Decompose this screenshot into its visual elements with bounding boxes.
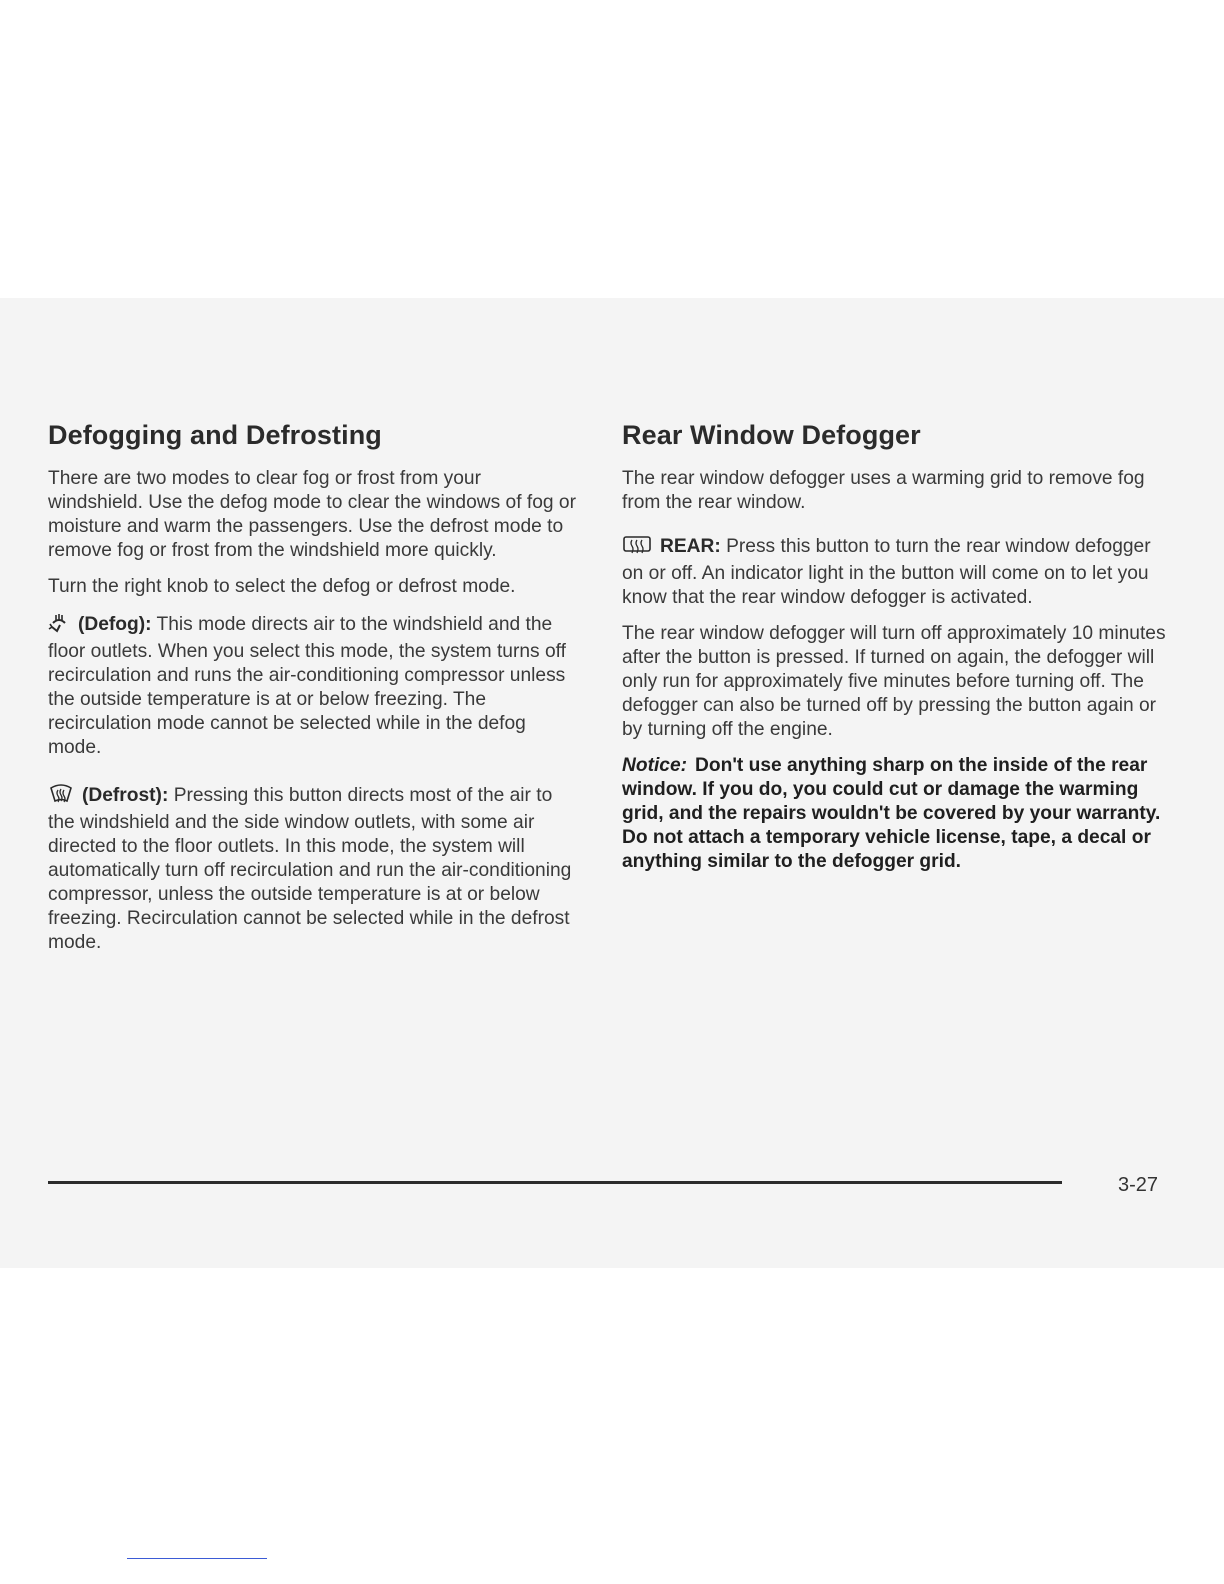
rear-text: Press this button to turn the rear window defogger on or off. An indicator light in the button will come on to let you know that the rear window defogger is activated. — [622, 536, 1151, 608]
notice-text: Don't use anything sharp on the inside of the rear window. If you do, you could cut or damage the warming grid, and the repairs wouldn't be covered by your warranty. Do not attach a temporary vehicle license, tape, a decal or anything similar to the defogger grid. — [622, 755, 1161, 872]
notice-label: Notice: — [622, 755, 688, 776]
notice-paragraph — [622, 754, 1167, 874]
defrost-paragraph — [48, 782, 578, 955]
defogging-heading: Defogging and Defrosting — [48, 420, 382, 450]
defrost-term: (Defrost): — [82, 785, 169, 806]
defog-term: (Defog): — [78, 614, 152, 635]
defog-icon — [48, 611, 70, 640]
rear-defogger-intro: The rear window defogger uses a warming grid to remove fog from the rear window. — [622, 468, 1145, 513]
defog-paragraph — [48, 611, 578, 760]
page-number: 3-27 — [1118, 1174, 1159, 1196]
rear-defogger-icon — [622, 535, 652, 562]
defrost-text: Pressing this button directs most of the air to the windshield and the side window outlets, with some air directed to the floor outlets. In this mode, the system will automatically turn off recirculation and run the air-conditioning compressor, unless the outside temperature is at or below freezing. Recirculation cannot be selected while in the defrost mode. — [48, 785, 572, 953]
defog-text: This mode directs air to the windshield and the floor outlets. When you select this mode, the system turns off recirculation and runs the air-conditioning compressor unless the outside temperature is at or below freezing. The recirculation mode cannot be selected while in the defog mode. — [48, 614, 566, 758]
footer-rule — [48, 1181, 1062, 1184]
rear-defogger-heading: Rear Window Defogger — [622, 420, 921, 450]
rear-term: REAR: — [660, 536, 721, 557]
timer-paragraph: The rear window defogger will turn off approximately 10 minutes after the button is pressed. If turned on again, the defogger will only run for approximately five minutes before turning off. The defogger can also be turned off by pressing the button again or by turning off the engine. — [622, 623, 1166, 740]
left-column — [48, 420, 578, 967]
knob-instruction: Turn the right knob to select the defog or defrost mode. — [48, 576, 516, 597]
defrost-icon — [48, 782, 74, 811]
defogging-intro: There are two modes to clear fog or frost from your windshield. Use the defog mode to clear the windows of fog or moisture and warm the passengers. Use the defrost mode to remove fog or frost from the windshield more quickly. — [48, 468, 576, 561]
right-column — [622, 420, 1167, 886]
bottom-link-underline[interactable] — [127, 1558, 267, 1559]
rear-button-paragraph — [622, 535, 1167, 610]
